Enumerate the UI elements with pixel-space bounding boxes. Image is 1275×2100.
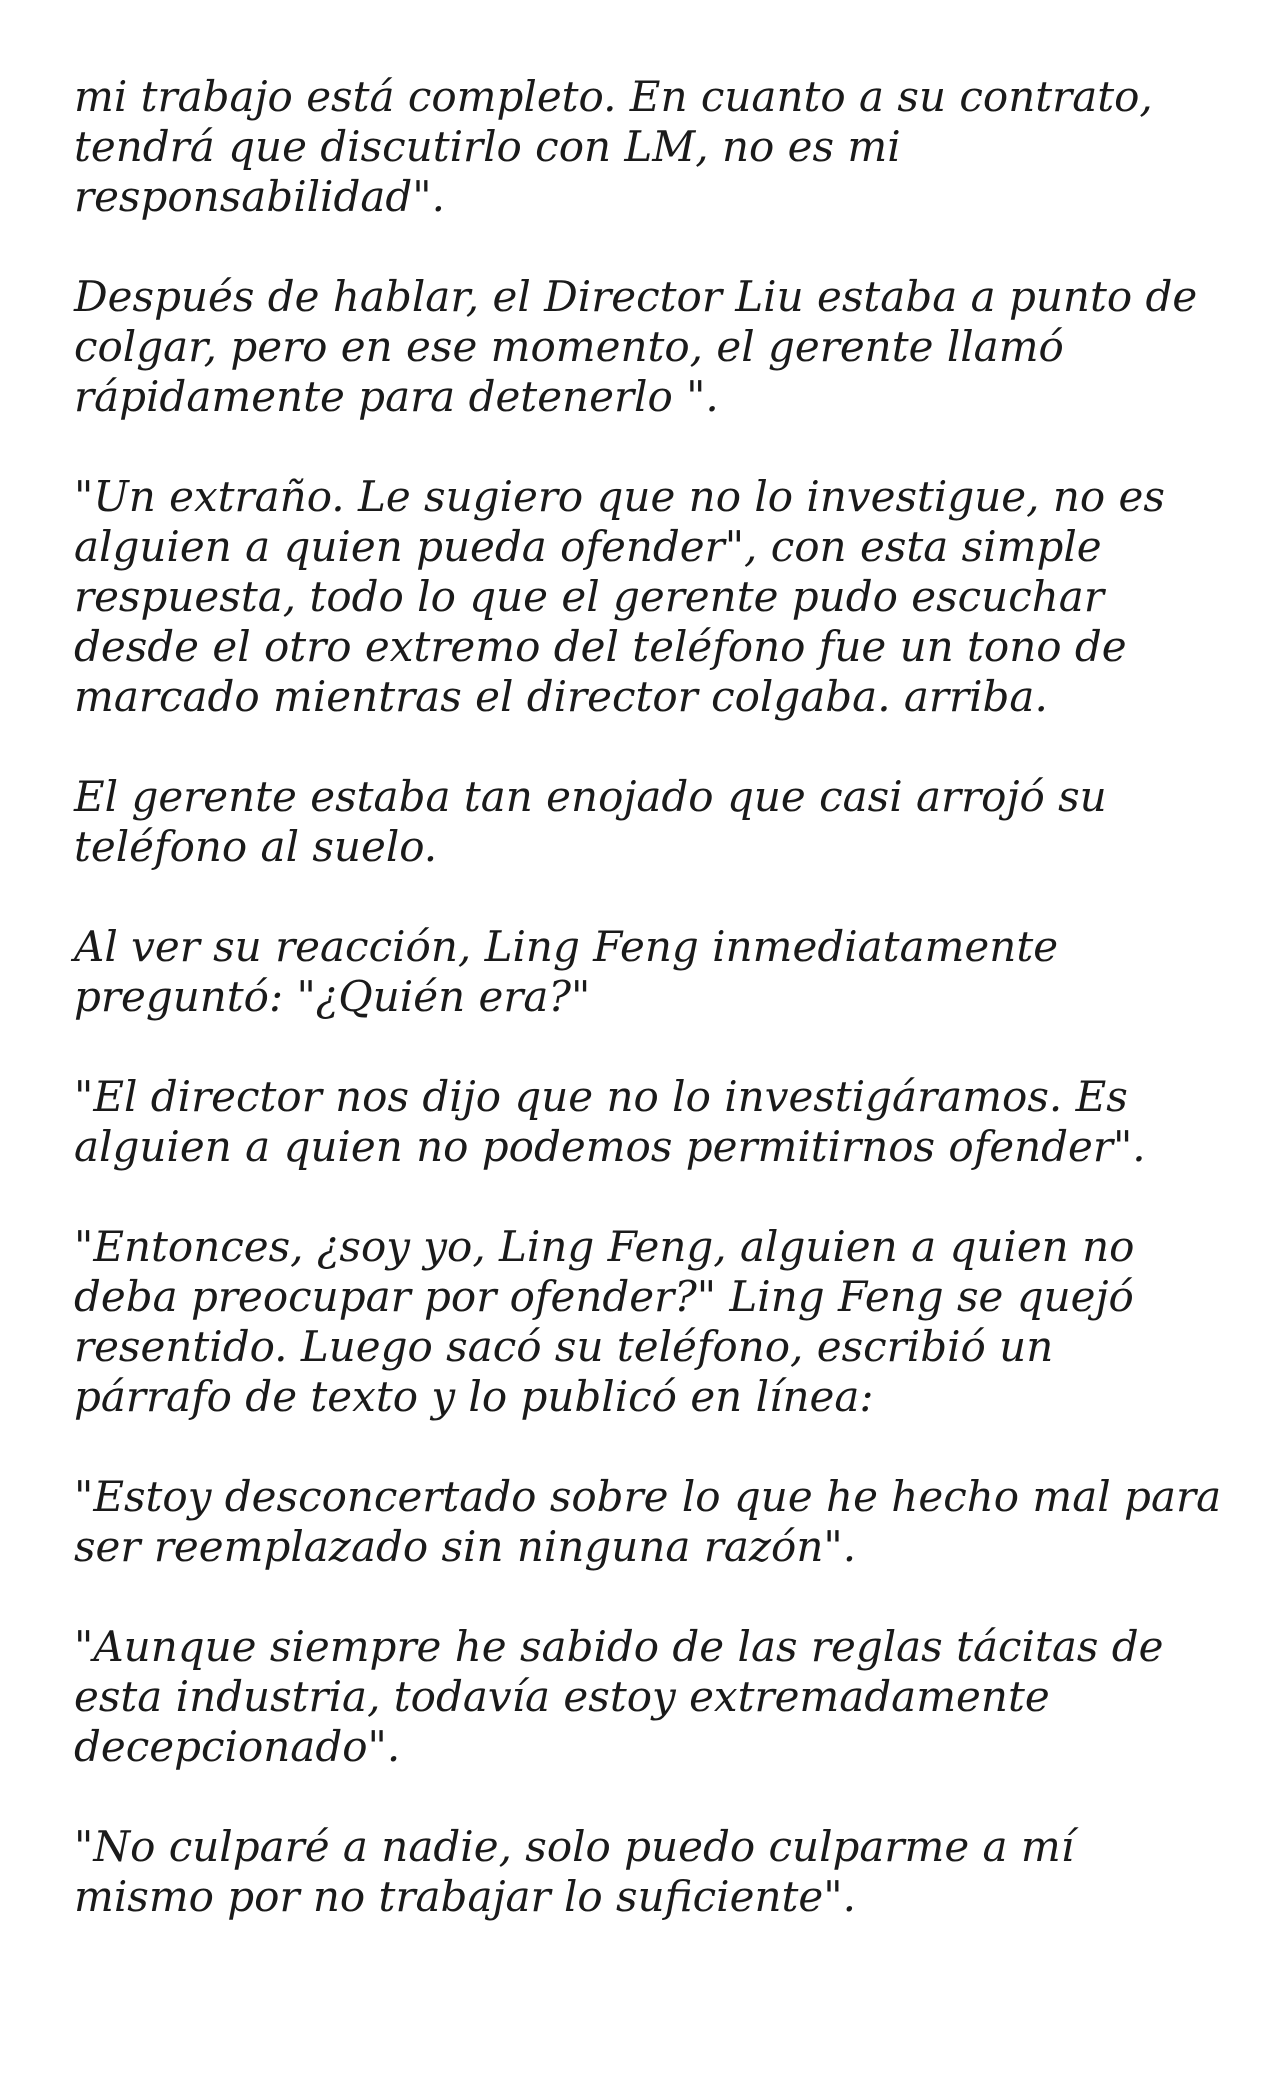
paragraph-1: mi trabajo está completo. En cuanto a su contrato, tendrá que discutirlo con LM, no es mi responsabilidad". — [74, 72, 1153, 221]
paragraph-7: "Entonces, ¿soy yo, Ling Feng, alguien a quien no deba preocupar por ofender?" Ling Feng se quejó resentido. Luego sacó su teléfono, escribió un párrafo de texto y lo publicó en línea: — [74, 1222, 1135, 1421]
paragraph-3: "Un extraño. Le sugiero que no lo investigue, no es alguien a quien pueda ofender", con esta simple respuesta, todo lo que el gerente pudo escuchar desde el otro extremo del teléfono fue un tono de marcado mientras el director colgaba. arriba. — [74, 472, 1165, 721]
document-page — [74, 72, 1224, 1972]
paragraph-5: Al ver su reacción, Ling Feng inmediatamente preguntó: "¿Quién era?" — [74, 922, 1059, 1021]
paragraph-9: "Aunque siempre he sabido de las reglas tácitas de esta industria, todavía estoy extremadamente decepcionado". — [74, 1622, 1164, 1771]
paragraph-8: "Estoy desconcertado sobre lo que he hecho mal para ser reemplazado sin ninguna razón". — [74, 1472, 1222, 1571]
paragraph-10: "No culparé a nadie, solo puedo culparme a mí mismo por no trabajar lo suficiente". — [74, 1822, 1075, 1921]
paragraph-2: Después de hablar, el Director Liu estaba a punto de colgar, pero en ese momento, el gerente llamó rápidamente para detenerlo ". — [74, 272, 1198, 421]
paragraph-4: El gerente estaba tan enojado que casi arrojó su teléfono al suelo. — [74, 772, 1107, 871]
paragraph-6: "El director nos dijo que no lo investigáramos. Es alguien a quien no podemos permitirnos ofender". — [74, 1072, 1146, 1171]
